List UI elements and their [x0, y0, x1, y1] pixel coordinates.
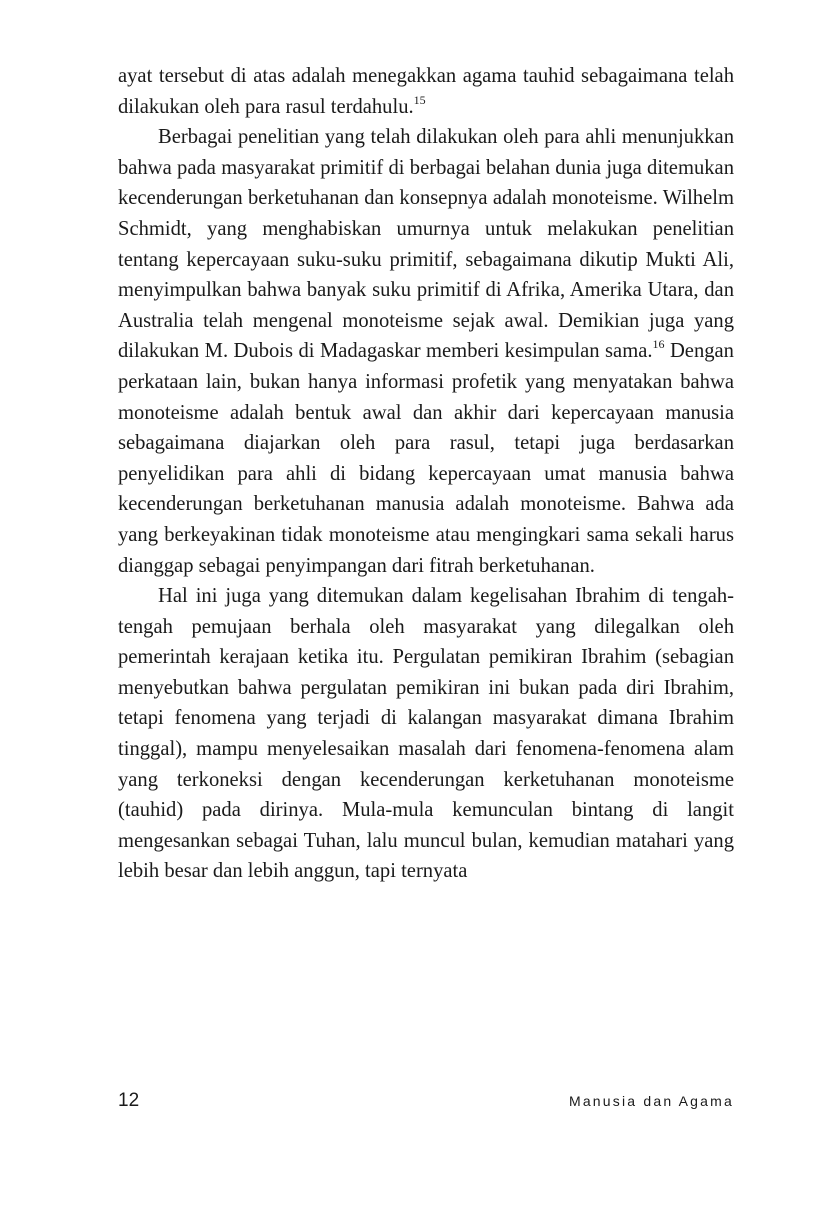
paragraph-2-text-a: Berbagai penelitian yang telah dilakukan oleh para ahli menunjukkan bahwa pada masyarakat primitif di berbagai belahan dunia juga ditemukan kecenderungan berketuhanan dan konsepnya adalah monoteisme. Wilhelm Schmidt, yang menghabiskan umurnya untuk melakukan penelitian tentang kepercayaan suku-suku primitif, sebagaimana dikutip Mukti Ali, menyimpulkan bahwa banyak suku primitif di Afrika, Amerika Utara, dan Australia telah mengenal monoteisme sejak awal. Demikian juga yang dilakukan M. Dubois di Madagaskar memberi kesimpulan sama.	[118, 126, 734, 363]
running-title: Manusia dan Agama	[568, 1093, 734, 1109]
footnote-ref-16: 16	[652, 337, 665, 352]
paragraph-3-text: Hal ini juga yang ditemukan dalam kegelisahan Ibrahim di tengah-tengah pemujaan berhala oleh masyarakat yang dilegalkan oleh pemerintah kerajaan ketika itu. Pergulatan pemikiran Ibrahim (sebagian menyebutkan bahwa pergulatan pemikiran ini bukan pada diri Ibrahim, tetapi fenomena yang terjadi di kalangan masyarakat dimana Ibrahim tinggal), mampu menyelesaikan masalah dari fenomena-fenomena alam yang terkoneksi dengan kecenderungan kerketuhanan monoteisme (tauhid) pada dirinya. Mula-mula kemunculan bintang di langit mengesankan sebagai Tuhan, lalu muncul bulan, kemudian matahari yang lebih besar dan lebih anggun, tapi ternyata	[118, 585, 734, 883]
body-text	[118, 61, 734, 887]
paragraph-1-text: ayat tersebut di atas adalah menegakkan agama tauhid sebagaimana telah dilakukan oleh para rasul terdahulu.	[118, 65, 734, 118]
paragraph-2	[118, 122, 734, 581]
page-number: 12	[118, 1090, 140, 1111]
footnote-ref-15: 15	[413, 92, 426, 107]
paragraph-3	[118, 581, 734, 887]
paragraph-1	[118, 61, 734, 122]
paragraph-2-text-b: Dengan perkataan lain, bukan hanya informasi profetik yang menyatakan bahwa monoteisme adalah bentuk awal dan akhir dari kepercayaan manusia sebagaimana diajarkan oleh para rasul, tetapi juga berdasarkan penyelidikan para ahli di bidang kepercayaan umat manusia bahwa kecenderungan berketuhanan manusia adalah monoteisme. Bahwa ada yang berkeyakinan tidak monoteisme atau mengingkari sama sekali harus dianggap sebagai penyimpangan dari fitrah berketuhanan.	[118, 340, 734, 577]
